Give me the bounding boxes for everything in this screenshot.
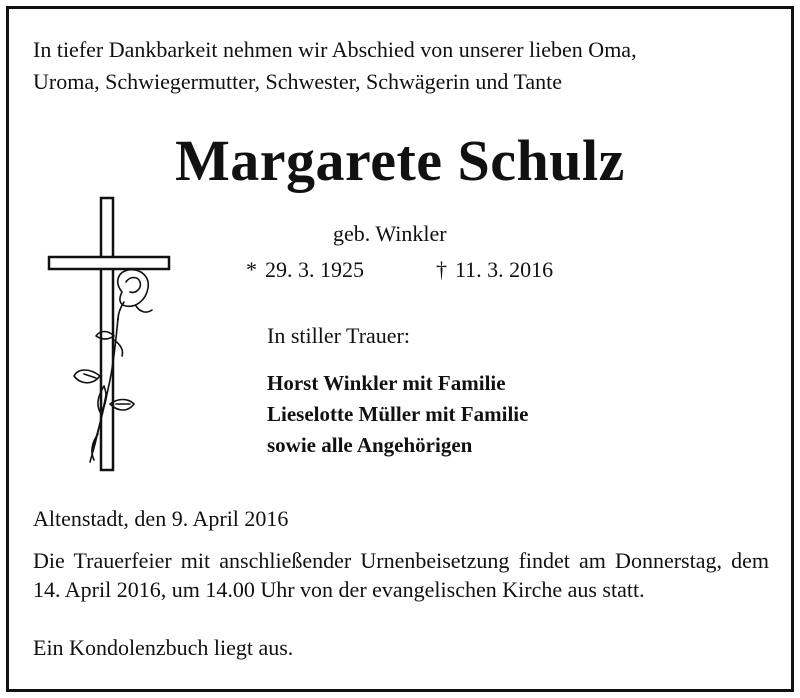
ceremony-text: Die Trauerfeier mit anschließender Urnenbeisetzung findet am Donnerstag, dem 14. April 2016, um 14.00 Uhr von der evangelischen Kirche aus statt. [33, 548, 769, 602]
mourner-item: sowie alle Angehörigen [267, 433, 473, 457]
mourning-label: In stiller Trauer: [267, 323, 410, 348]
cross-with-rose-illustration [40, 190, 185, 480]
place-date: Altenstadt, den 9. April 2016 [33, 506, 289, 531]
mourner-item: Horst Winkler mit Familie [267, 371, 506, 395]
deceased-name: Margarete Schulz [175, 128, 625, 193]
intro-text [33, 34, 773, 98]
death-info [436, 256, 553, 284]
birth-info [246, 256, 364, 284]
condolence-note: Ein Kondolenzbuch liegt aus. [33, 635, 294, 660]
intro-line-2: Uroma, Schwiegermutter, Schwester, Schwägerin und Tante [33, 69, 563, 94]
birth-symbol: * [246, 257, 257, 282]
birth-date: 29. 3. 1925 [265, 257, 364, 282]
death-symbol: † [436, 257, 447, 282]
mourner-item: Lieselotte Müller mit Familie [267, 402, 529, 426]
birth-name: geb. Winkler [333, 221, 447, 246]
death-date: 11. 3. 2016 [455, 257, 554, 282]
intro-line-1: In tiefer Dankbarkeit nehmen wir Abschied von unserer lieben Oma, [33, 37, 637, 62]
mourners-list [267, 368, 528, 461]
cross-icon [49, 198, 169, 470]
